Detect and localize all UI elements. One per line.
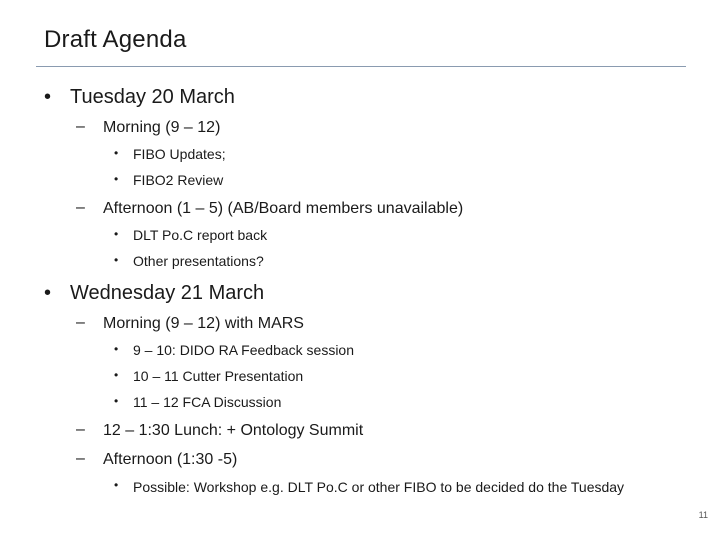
bullet-marker: • <box>44 282 52 304</box>
dash-marker: – <box>76 450 85 467</box>
dash-marker: – <box>76 314 85 331</box>
agenda-item: 10 – 11 Cutter Presentation <box>133 368 304 384</box>
agenda-item: FIBO Updates; <box>133 146 226 162</box>
title-divider <box>36 66 686 67</box>
session-label: Morning (9 – 12) <box>103 119 221 136</box>
bullet-marker: • <box>114 394 119 408</box>
agenda-item: 11 – 12 FCA Discussion <box>133 394 282 410</box>
agenda-item: Other presentations? <box>133 253 264 269</box>
session-label: Morning (9 – 12) with MARS <box>103 315 304 332</box>
bullet-marker: • <box>114 146 119 160</box>
session-label: Afternoon (1 – 5) (AB/Board members unavailable) <box>103 200 464 217</box>
slide-title: Draft Agenda <box>44 26 187 53</box>
bullet-marker: • <box>114 253 119 267</box>
dash-marker: – <box>76 118 85 135</box>
agenda-item: Possible: Workshop e.g. DLT Po.C or other FIBO to be decided do the Tuesday <box>133 479 625 495</box>
bullet-marker: • <box>114 227 119 241</box>
session-label: Afternoon (1:30 -5) <box>103 451 238 468</box>
bullet-marker: • <box>114 172 119 186</box>
agenda-item: 9 – 10: DIDO RA Feedback session <box>133 342 354 358</box>
agenda-item: DLT Po.C report back <box>133 227 268 243</box>
day-heading-wednesday: Wednesday 21 March <box>70 282 265 304</box>
bullet-marker: • <box>44 86 52 108</box>
dash-marker: – <box>76 199 85 216</box>
bullet-marker: • <box>114 342 119 356</box>
bullet-marker: • <box>114 368 119 382</box>
dash-marker: – <box>76 421 85 438</box>
bullet-marker: • <box>114 478 119 492</box>
page-number: 11 <box>698 510 708 520</box>
session-label: 12 – 1:30 Lunch: + Ontology Summit <box>103 422 364 439</box>
day-heading-tuesday: Tuesday 20 March <box>70 86 235 108</box>
agenda-item: FIBO2 Review <box>133 172 224 188</box>
